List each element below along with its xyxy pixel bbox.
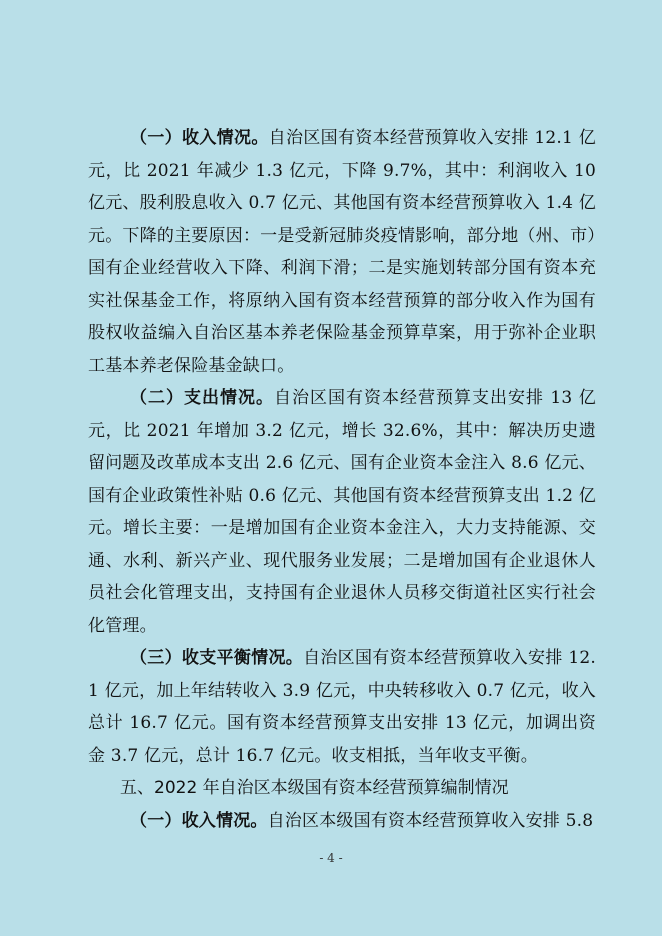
paragraph-lead: （二）支出情况。 bbox=[130, 388, 274, 408]
paragraph-lead: （一）收入情况。 bbox=[130, 810, 268, 831]
paragraph-lead: （一）收入情况。 bbox=[130, 128, 269, 148]
paragraph-income bbox=[88, 122, 596, 382]
paragraph-text: 自治区本级国有资本经营预算收入安排 5.8 bbox=[267, 810, 594, 831]
paragraph-level-income bbox=[88, 805, 596, 838]
paragraph-text: 自治区国有资本经营预算收入安排 12.1 亿元，加上年结转收入 3.9 亿元，中央转移收入 0.7 亿元，收入总计 16.7 亿元。国有资本经营预算支出安排 13 亿元，加调出资金 3.7 亿元，总计 16.7 亿元。收支相抵，当年收支平衡。 bbox=[88, 648, 596, 766]
paragraph-expenditure bbox=[88, 382, 596, 642]
paragraph-lead: （三）收支平衡情况。 bbox=[130, 648, 304, 668]
section-heading: 五、2022 年自治区本级国有资本经营预算编制情况 bbox=[120, 778, 509, 798]
page-number: - 4 - bbox=[319, 851, 343, 865]
paragraph-text: 自治区国有资本经营预算收入安排 12.1 亿元，比 2021 年减少 1.3 亿元，下降 9.7%，其中：利润收入 10 亿元、股利股息收入 0.7 亿元、其他国有资本经营预算收入 1.4 亿元。下降的主要原因：一是受新冠肺炎疫情影响，部分地（州、市）国有企业经营收入下降、利润下滑；二是实施划转部分国有资本充实社保基金工作，将原纳入国有资本经营预算的部分收入作为国有股权收益编入自治区基本养老保险基金预算草案，用于弥补企业职工基本养老保险基金缺口。 bbox=[88, 128, 596, 376]
paragraph-text: 自治区国有资本经营预算支出安排 13 亿元，比 2021 年增加 3.2 亿元，增长 32.6%，其中：解决历史遗留问题及改革成本支出 2.6 亿元、国有企业资本金注入 8.6 亿元、国有企业政策性补贴 0.6 亿元、其他国有资本经营预算支出 1.2 亿元。增长主要：一是增加国有企业资本金注入，大力支持能源、交通、水利、新兴产业、现代服务业发展；二是增加国有企业退休人员社会化管理支出，支持国有企业退休人员移交街道社区实行社会化管理。 bbox=[88, 388, 596, 636]
document-body bbox=[88, 122, 596, 837]
paragraph-balance bbox=[88, 642, 596, 772]
